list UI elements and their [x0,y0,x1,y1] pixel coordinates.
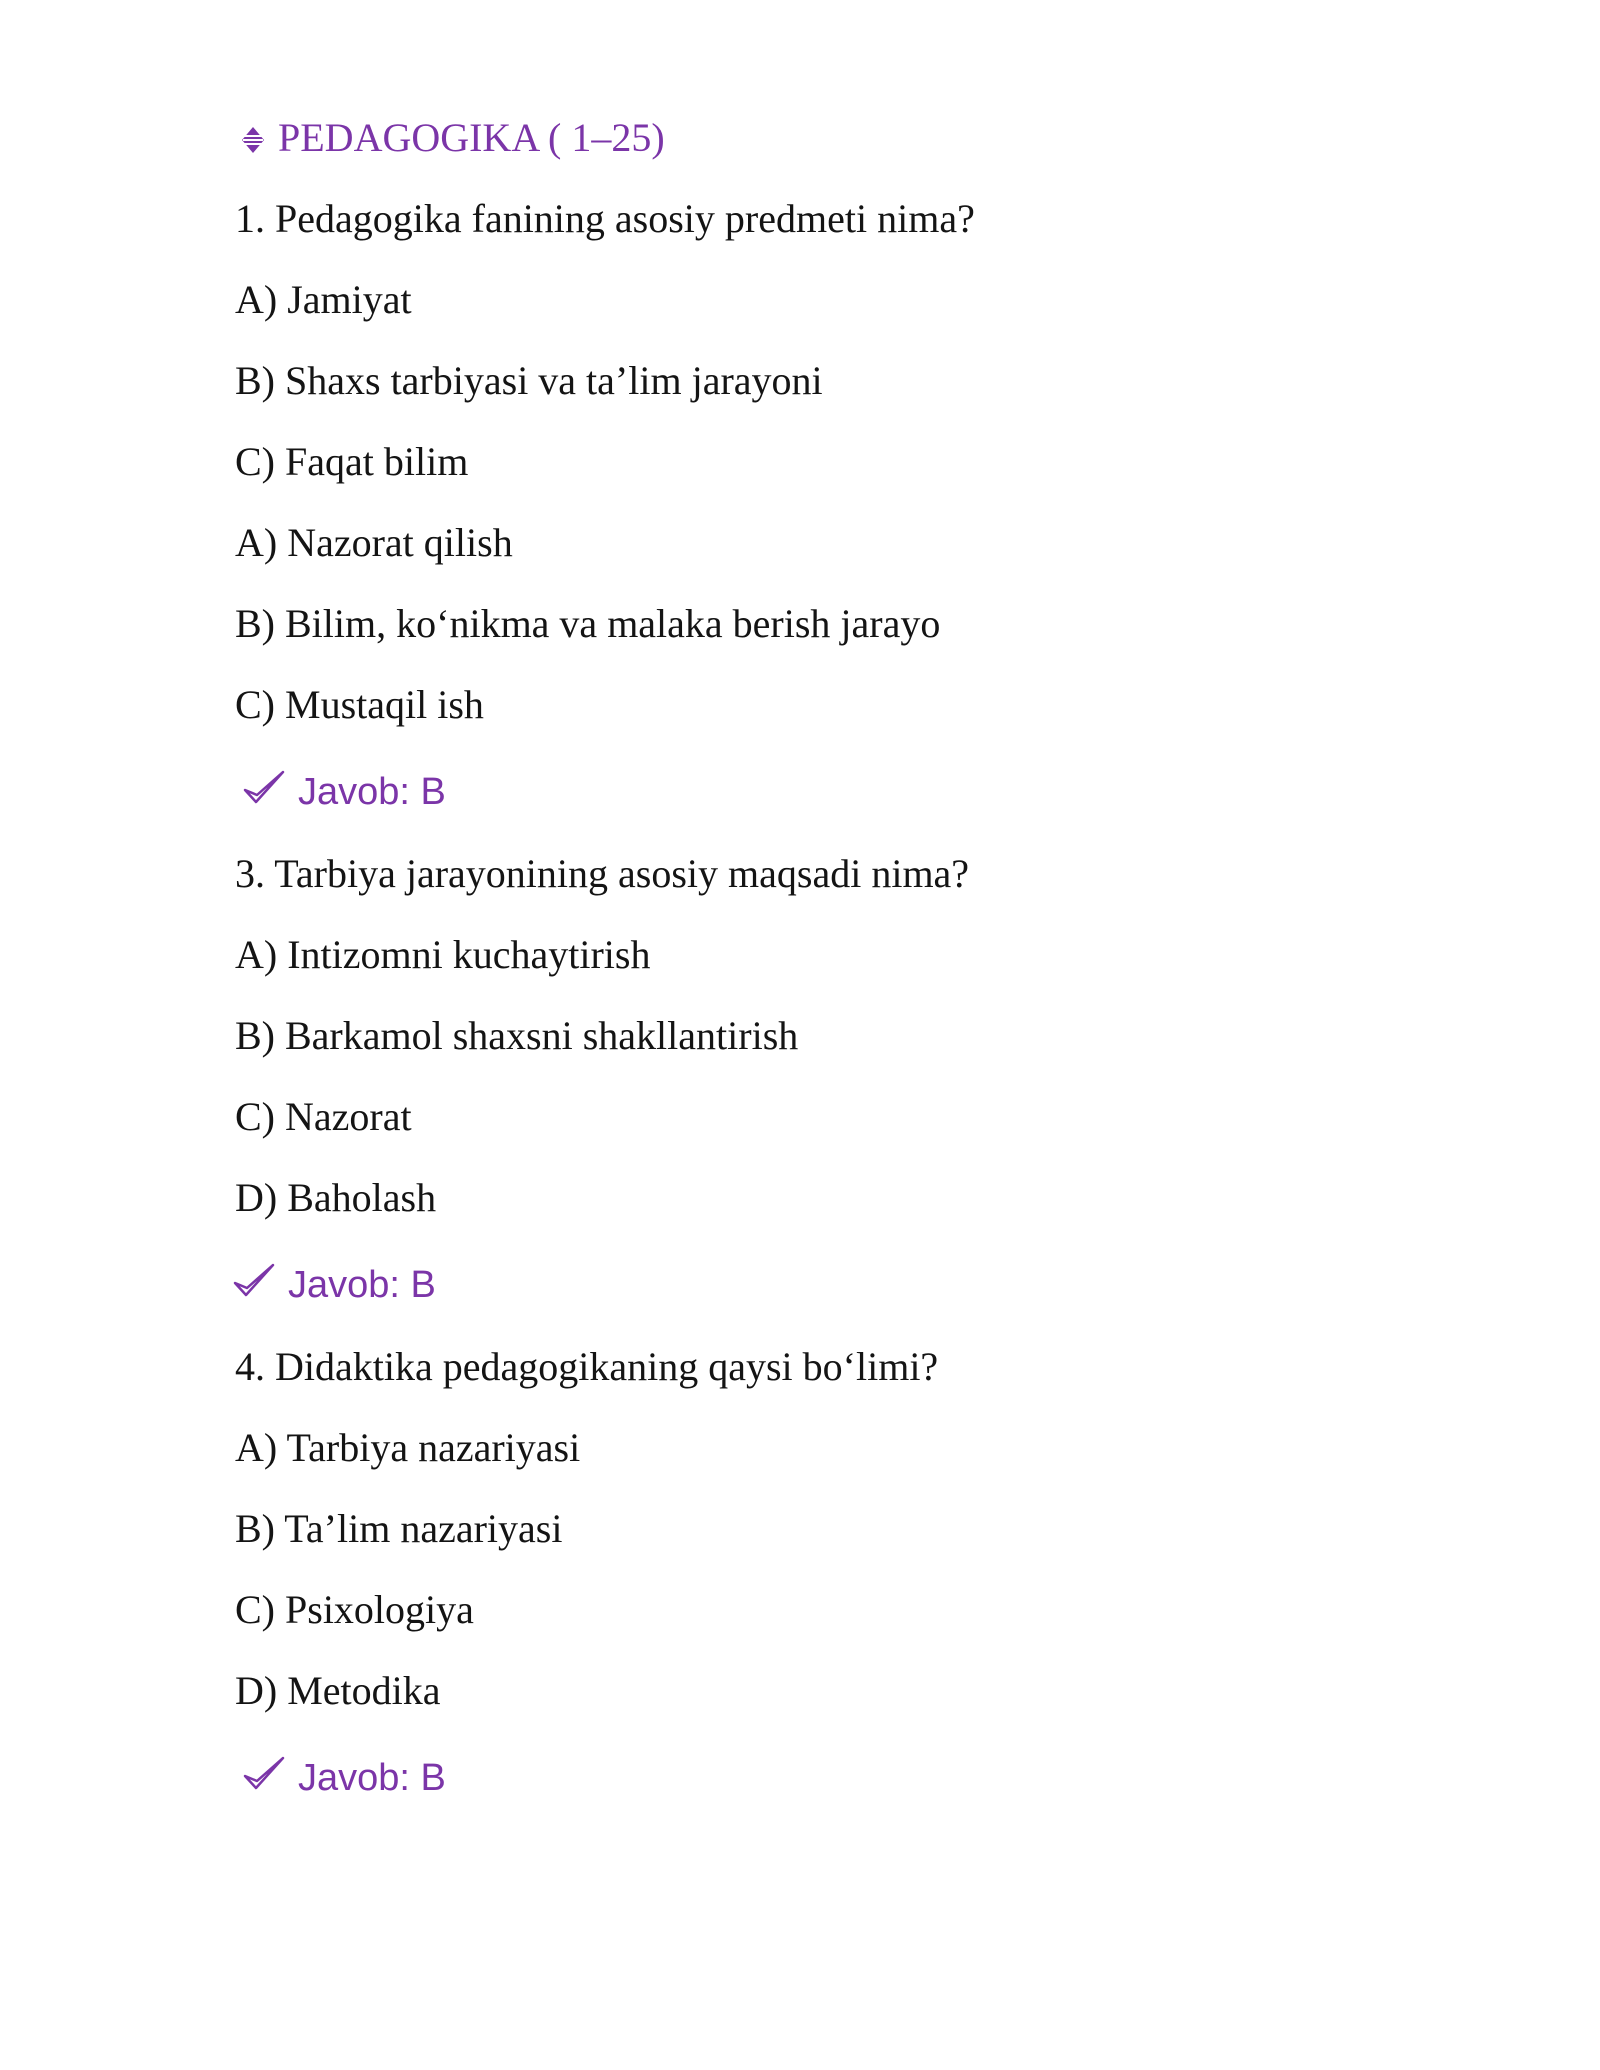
answer-key [242,768,446,820]
checkmark-icon [242,768,286,820]
question-text: 1. Pedagogika fanining asosiy predmeti nima? [235,196,975,241]
answer-key [242,1754,446,1806]
answer-option: B) Shaxs tarbiyasi va ta’lim jarayoni [235,358,823,403]
question-text: 3. Tarbiya jarayonining asosiy maqsadi nima? [235,851,970,896]
answer-option: A) Tarbiya nazariyasi [235,1425,581,1470]
answer-option: C) Nazorat [235,1094,412,1139]
diamond-bullet-icon [240,118,266,166]
answer-option: A) Jamiyat [235,277,412,322]
checkmark-icon [242,1754,286,1806]
answer-option: C) Faqat bilim [235,439,469,484]
answer-key-text: Javob: B [298,1757,446,1800]
answer-option: C) Psixologiya [235,1587,474,1632]
answer-key [232,1261,436,1313]
answer-option: D) Baholash [235,1175,437,1220]
answer-option: B) Barkamol shaxsni shakllantirish [235,1013,799,1058]
section-heading [240,114,665,166]
answer-option: A) Intizomni kuchaytirish [235,932,651,977]
answer-option: B) Ta’lim nazariyasi [235,1506,563,1551]
answer-option: B) Bilim, ko‘nikma va malaka berish jarayo [235,601,941,646]
answer-key-text: Javob: B [298,771,446,814]
answer-key-text: Javob: B [288,1264,436,1307]
answer-option: C) Mustaqil ish [235,682,484,727]
question-text: 4. Didaktika pedagogikaning qaysi bo‘limi? [235,1344,939,1389]
section-title: PEDAGOGIKA ( 1–25) [278,115,665,160]
answer-option: A) Nazorat qilish [235,520,513,565]
answer-option: D) Metodika [235,1668,441,1713]
checkmark-icon [232,1261,276,1313]
